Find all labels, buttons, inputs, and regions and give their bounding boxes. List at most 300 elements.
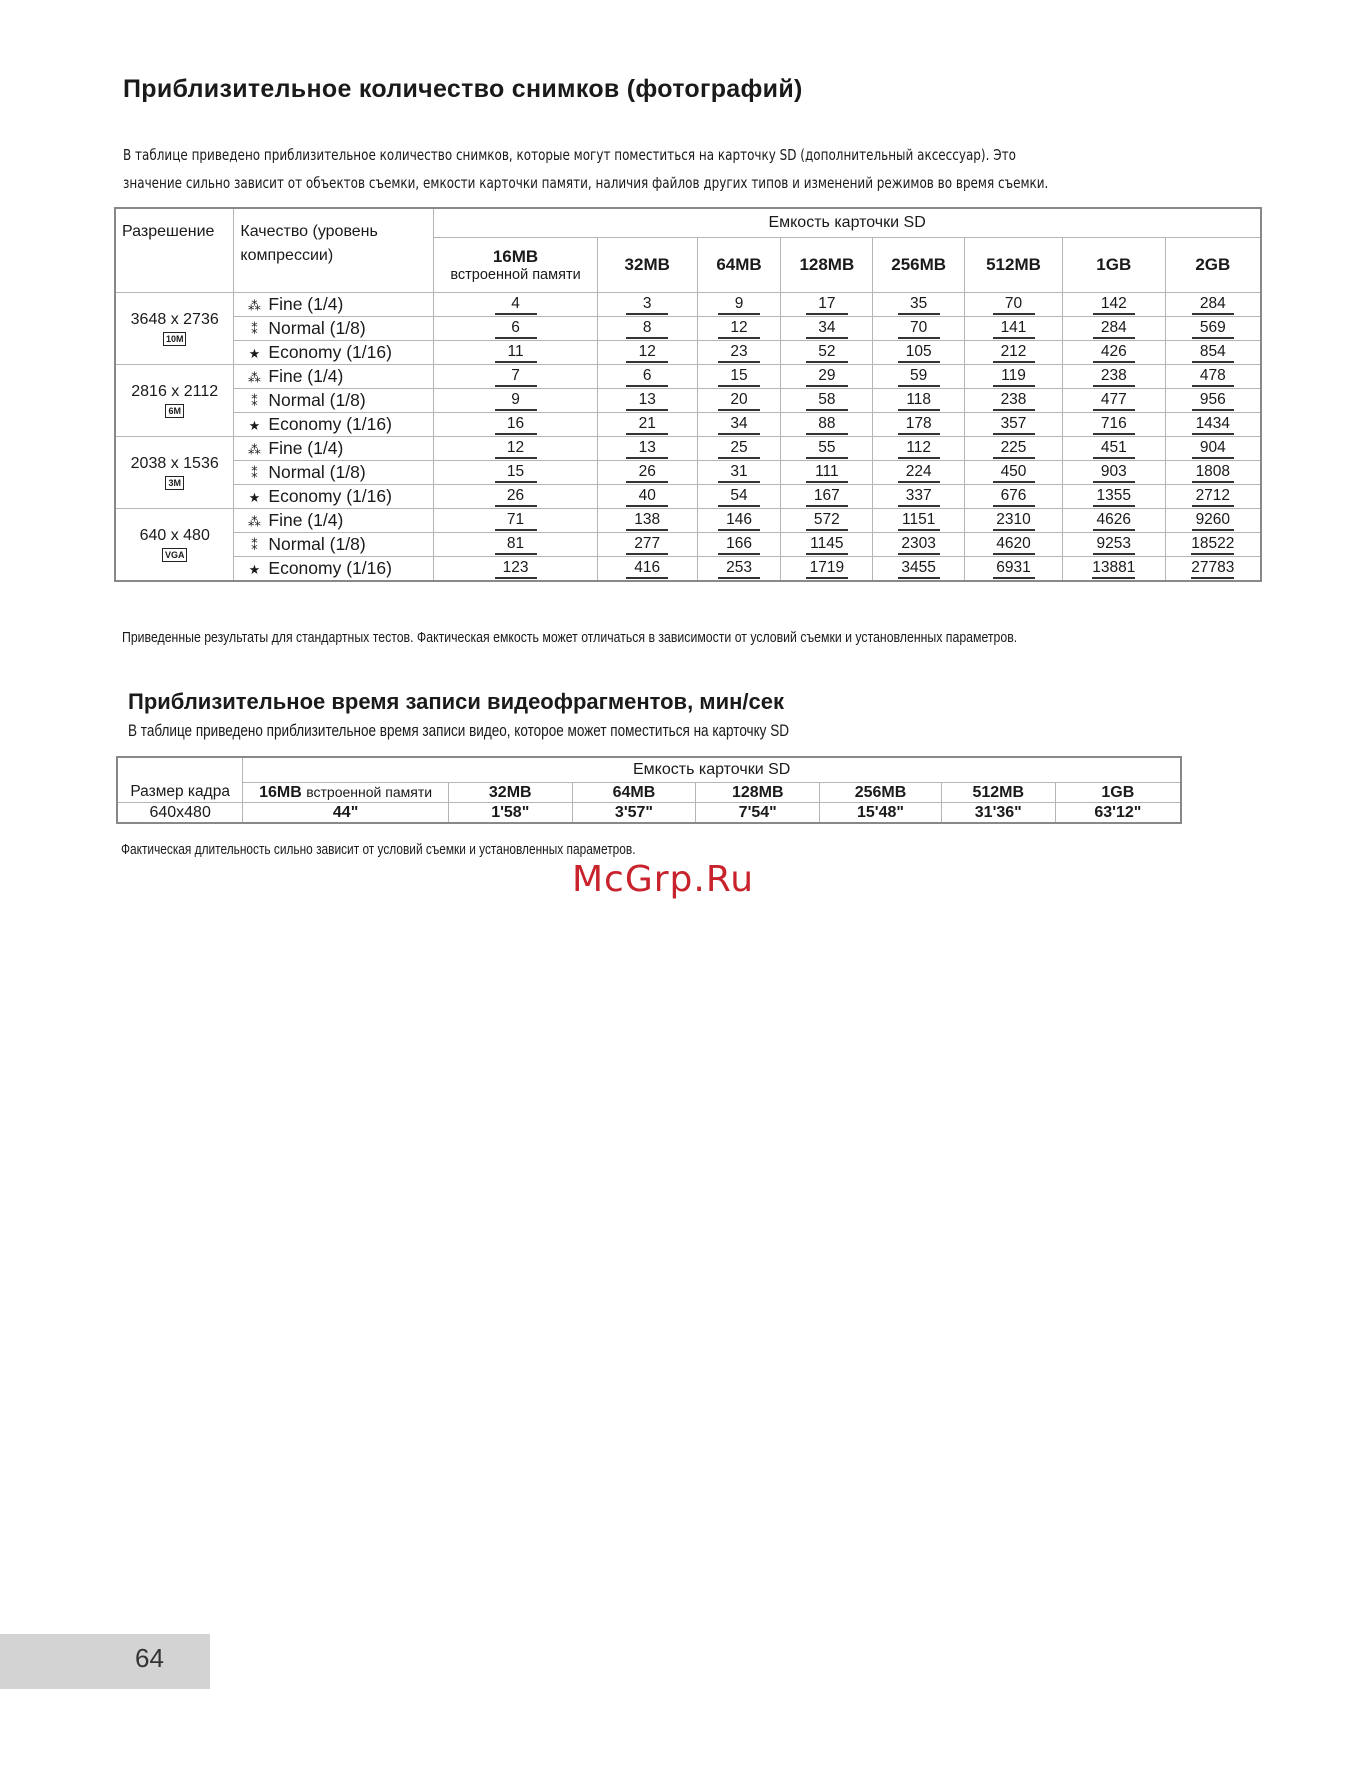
count-value: 12	[718, 319, 760, 339]
count-cell	[873, 437, 965, 461]
count-value: 55	[806, 439, 848, 459]
count-value: 8	[626, 319, 668, 339]
count-value: 225	[993, 439, 1035, 459]
count-cell	[697, 461, 781, 485]
quality-cell	[234, 413, 434, 437]
count-value: 569	[1192, 319, 1234, 339]
count-value: 451	[1093, 439, 1135, 459]
count-cell	[434, 341, 598, 365]
count-cell	[781, 365, 873, 389]
count-value: 238	[993, 391, 1035, 411]
count-value: 277	[626, 535, 668, 555]
count-value: 956	[1192, 391, 1234, 411]
count-value: 23	[718, 343, 760, 363]
count-cell	[873, 533, 965, 557]
count-value: 141	[993, 319, 1035, 339]
count-cell	[434, 533, 598, 557]
table-row	[115, 461, 1261, 485]
two-stars-icon: ⁑	[251, 466, 258, 481]
quality-header-line-2: компрессии)	[240, 247, 334, 264]
count-cell	[1165, 461, 1261, 485]
count-value: 178	[898, 415, 940, 435]
quality-label: Normal (1/8)	[268, 462, 366, 482]
quality-cell	[234, 341, 434, 365]
count-value: 105	[898, 343, 940, 363]
count-value: 7	[495, 367, 537, 387]
cap-header: 32MB	[597, 238, 697, 293]
count-cell	[697, 341, 781, 365]
count-value: 13	[626, 439, 668, 459]
quality-cell	[234, 509, 434, 533]
quality-cell	[234, 461, 434, 485]
quality-label: Normal (1/8)	[268, 390, 366, 410]
count-value: 9253	[1093, 535, 1135, 555]
count-cell	[597, 365, 697, 389]
count-cell	[781, 509, 873, 533]
cap-header: 64MB	[697, 238, 781, 293]
count-cell	[597, 533, 697, 557]
quality-cell	[234, 389, 434, 413]
count-value: 58	[806, 391, 848, 411]
count-value: 1719	[806, 559, 848, 579]
count-value: 15	[718, 367, 760, 387]
count-cell	[1165, 557, 1261, 582]
count-value: 59	[898, 367, 940, 387]
col-resolution-header: Разрешение	[115, 208, 234, 293]
count-value: 13881	[1092, 559, 1135, 579]
count-cell	[1165, 533, 1261, 557]
count-cell	[1165, 389, 1261, 413]
count-cell	[597, 509, 697, 533]
count-cell	[965, 341, 1063, 365]
count-cell	[965, 413, 1063, 437]
count-cell	[781, 293, 873, 317]
cap-16mb-sub: встроенной памяти	[450, 267, 581, 283]
video-time-cell: 63'12"	[1055, 803, 1181, 824]
count-cell	[1062, 461, 1165, 485]
count-cell	[1062, 293, 1165, 317]
count-cell	[697, 413, 781, 437]
count-cell	[697, 389, 781, 413]
count-cell	[965, 557, 1063, 582]
count-value: 70	[898, 319, 940, 339]
count-cell	[1165, 413, 1261, 437]
table-row	[115, 389, 1261, 413]
page-number: 64	[135, 1643, 164, 1673]
video-time-table	[116, 756, 1182, 824]
count-value: 54	[718, 487, 760, 507]
count-cell	[434, 437, 598, 461]
count-value: 118	[898, 391, 940, 411]
count-cell	[781, 317, 873, 341]
quality-label: Economy (1/16)	[268, 342, 392, 362]
quality-label: Economy (1/16)	[268, 558, 392, 578]
count-value: 12	[495, 439, 537, 459]
count-cell	[697, 557, 781, 582]
count-value: 34	[806, 319, 848, 339]
video-cap-16mb-label: 16MB	[259, 783, 302, 801]
count-cell	[781, 437, 873, 461]
sd-capacity-header: Емкость карточки SD	[434, 208, 1261, 238]
table-row	[115, 365, 1261, 389]
video-time-cell: 44"	[243, 803, 449, 824]
quality-label: Fine (1/4)	[268, 438, 344, 458]
one-star-icon: ★	[248, 418, 261, 433]
count-cell	[873, 485, 965, 509]
count-value: 4620	[993, 535, 1035, 555]
photo-section-intro	[123, 141, 1202, 197]
count-cell	[597, 293, 697, 317]
count-cell	[965, 389, 1063, 413]
resolution-cell	[115, 509, 234, 582]
resolution-badge-icon: 6M	[165, 404, 184, 418]
count-value: 572	[806, 511, 848, 531]
video-col-frame-header: Размер кадра	[117, 783, 243, 803]
count-value: 138	[626, 511, 668, 531]
count-value: 71	[495, 511, 537, 531]
count-value: 2303	[898, 535, 940, 555]
count-cell	[965, 485, 1063, 509]
count-cell	[1165, 509, 1261, 533]
resolution-value: 2038 x 1536	[130, 454, 219, 472]
count-value: 3	[626, 295, 668, 315]
cap-16mb-label: 16MB	[492, 247, 539, 266]
video-cap-header: 256MB	[820, 783, 942, 803]
count-value: 27783	[1191, 559, 1234, 579]
count-cell	[965, 533, 1063, 557]
count-cell	[873, 557, 965, 582]
count-value: 123	[495, 559, 537, 579]
count-cell	[597, 389, 697, 413]
cap-header: 128MB	[781, 238, 873, 293]
table-row	[115, 293, 1261, 317]
two-stars-icon: ⁑	[251, 322, 258, 337]
video-time-cell: 15'48"	[820, 803, 942, 824]
video-cap-header: 1GB	[1055, 783, 1181, 803]
count-cell	[434, 557, 598, 582]
video-cap-16mb-header	[243, 783, 449, 803]
count-cell	[697, 485, 781, 509]
count-value: 1145	[806, 535, 848, 555]
table-row	[115, 533, 1261, 557]
count-value: 70	[993, 295, 1035, 315]
count-cell	[1062, 317, 1165, 341]
count-value: 119	[993, 367, 1035, 387]
table-row	[115, 317, 1261, 341]
count-cell	[873, 509, 965, 533]
resolution-value: 3648 x 2736	[130, 310, 219, 328]
table-row	[115, 509, 1261, 533]
count-cell	[597, 437, 697, 461]
count-value: 426	[1093, 343, 1135, 363]
count-cell	[1165, 293, 1261, 317]
count-value: 11	[495, 343, 537, 363]
count-cell	[781, 341, 873, 365]
count-value: 13	[626, 391, 668, 411]
count-cell	[1165, 317, 1261, 341]
count-cell	[1165, 341, 1261, 365]
count-cell	[873, 341, 965, 365]
count-value: 6	[626, 367, 668, 387]
video-sd-header: Емкость карточки SD	[243, 757, 1181, 783]
count-value: 16	[495, 415, 537, 435]
quality-cell	[234, 557, 434, 582]
count-value: 142	[1093, 295, 1135, 315]
video-footnote: Фактическая длительность сильно зависит от условий съемки и установленных параметров.	[121, 842, 636, 858]
count-value: 903	[1093, 463, 1135, 483]
quality-cell	[234, 317, 434, 341]
video-cap-header: 64MB	[572, 783, 696, 803]
count-value: 3455	[898, 559, 940, 579]
two-stars-icon: ⁑	[251, 394, 258, 409]
quality-label: Normal (1/8)	[268, 318, 366, 338]
count-value: 854	[1192, 343, 1234, 363]
count-cell	[1062, 413, 1165, 437]
count-value: 9	[495, 391, 537, 411]
count-cell	[873, 413, 965, 437]
count-value: 450	[993, 463, 1035, 483]
count-value: 31	[718, 463, 760, 483]
table-row	[115, 341, 1261, 365]
count-value: 337	[898, 487, 940, 507]
count-value: 416	[626, 559, 668, 579]
video-time-cell: 31'36"	[941, 803, 1055, 824]
count-value: 904	[1192, 439, 1234, 459]
photo-count-table	[114, 207, 1262, 582]
count-value: 357	[993, 415, 1035, 435]
count-value: 17	[806, 295, 848, 315]
count-cell	[697, 365, 781, 389]
count-cell	[1165, 365, 1261, 389]
count-value: 52	[806, 343, 848, 363]
count-value: 29	[806, 367, 848, 387]
video-section-subtitle: В таблице приведено приблизительное время записи видео, которое может поместиться на карточку SD	[128, 722, 790, 740]
count-cell	[965, 293, 1063, 317]
resolution-cell	[115, 293, 234, 365]
count-value: 238	[1093, 367, 1135, 387]
count-value: 478	[1192, 367, 1234, 387]
count-cell	[434, 413, 598, 437]
count-value: 167	[806, 487, 848, 507]
count-cell	[965, 317, 1063, 341]
resolution-value: 640 x 480	[139, 526, 210, 544]
count-value: 676	[993, 487, 1035, 507]
count-value: 253	[718, 559, 760, 579]
count-cell	[781, 485, 873, 509]
video-time-cell: 1'58"	[448, 803, 572, 824]
table-row	[115, 437, 1261, 461]
count-cell	[1062, 437, 1165, 461]
count-cell	[434, 365, 598, 389]
count-cell	[873, 293, 965, 317]
count-value: 212	[993, 343, 1035, 363]
count-cell	[1062, 557, 1165, 582]
video-time-cell: 3'57"	[572, 803, 696, 824]
video-section-title: Приблизительное время записи видеофрагментов, мин/сек	[128, 689, 784, 714]
count-cell	[597, 461, 697, 485]
count-cell	[597, 413, 697, 437]
watermark: McGrp.Ru	[572, 859, 755, 900]
count-value: 15	[495, 463, 537, 483]
three-stars-icon: ⁂	[247, 514, 261, 529]
count-value: 1434	[1192, 415, 1234, 435]
count-value: 21	[626, 415, 668, 435]
resolution-badge-icon: 10M	[163, 332, 187, 346]
three-stars-icon: ⁂	[247, 370, 261, 385]
count-cell	[873, 365, 965, 389]
count-value: 166	[718, 535, 760, 555]
resolution-badge-icon: 3M	[165, 476, 184, 490]
quality-header-line-1: Качество (уровень	[240, 223, 378, 240]
count-cell	[434, 389, 598, 413]
count-cell	[1062, 365, 1165, 389]
count-value: 1808	[1192, 463, 1234, 483]
count-value: 34	[718, 415, 760, 435]
count-cell	[434, 461, 598, 485]
photo-footnote: Приведенные результаты для стандартных тестов. Фактическая емкость может отличаться в зависимости от условий съемки и установленных параметров.	[122, 629, 1018, 646]
table-row	[115, 557, 1261, 582]
video-corner-cell	[117, 757, 243, 783]
count-cell	[873, 317, 965, 341]
video-cap-header: 512MB	[941, 783, 1055, 803]
one-star-icon: ★	[248, 490, 261, 505]
count-cell	[1062, 389, 1165, 413]
video-cap-header: 32MB	[448, 783, 572, 803]
quality-label: Fine (1/4)	[268, 366, 344, 386]
count-cell	[434, 293, 598, 317]
col-quality-header	[234, 208, 434, 293]
cap-16mb-header	[434, 238, 598, 293]
count-cell	[1062, 341, 1165, 365]
count-value: 6	[495, 319, 537, 339]
quality-cell	[234, 533, 434, 557]
count-value: 2712	[1192, 487, 1234, 507]
photo-section-title: Приблизительное количество снимков (фотографий)	[123, 75, 803, 103]
quality-label: Normal (1/8)	[268, 534, 366, 554]
count-value: 9260	[1192, 511, 1234, 531]
count-value: 4626	[1093, 511, 1135, 531]
count-value: 284	[1093, 319, 1135, 339]
count-cell	[965, 461, 1063, 485]
count-cell	[697, 293, 781, 317]
count-cell	[1062, 509, 1165, 533]
count-value: 88	[806, 415, 848, 435]
three-stars-icon: ⁂	[247, 442, 261, 457]
count-value: 224	[898, 463, 940, 483]
count-cell	[434, 509, 598, 533]
count-cell	[1062, 485, 1165, 509]
one-star-icon: ★	[248, 562, 261, 577]
three-stars-icon: ⁂	[247, 298, 261, 313]
resolution-cell	[115, 365, 234, 437]
cap-header: 1GB	[1062, 238, 1165, 293]
count-cell	[781, 389, 873, 413]
count-value: 12	[626, 343, 668, 363]
count-value: 112	[898, 439, 940, 459]
count-cell	[781, 413, 873, 437]
count-cell	[697, 533, 781, 557]
count-cell	[965, 365, 1063, 389]
count-cell	[434, 485, 598, 509]
count-value: 2310	[993, 511, 1035, 531]
quality-label: Economy (1/16)	[268, 414, 392, 434]
quality-label: Fine (1/4)	[268, 510, 344, 530]
count-value: 40	[626, 487, 668, 507]
quality-cell	[234, 365, 434, 389]
count-cell	[965, 437, 1063, 461]
resolution-cell	[115, 437, 234, 509]
video-frame-cell: 640x480	[117, 803, 243, 824]
count-value: 26	[495, 487, 537, 507]
quality-cell	[234, 437, 434, 461]
count-value: 26	[626, 463, 668, 483]
intro-line-1: В таблице приведено приблизительное количество снимков, которые могут поместиться на карточку SD (дополнительный аксессуар). Это	[123, 146, 1016, 164]
count-cell	[965, 509, 1063, 533]
count-cell	[597, 485, 697, 509]
count-value: 6931	[993, 559, 1035, 579]
count-cell	[873, 461, 965, 485]
page-number-box	[0, 1634, 210, 1689]
video-time-cell: 7'54"	[696, 803, 820, 824]
count-value: 716	[1093, 415, 1135, 435]
count-cell	[597, 341, 697, 365]
table-row	[115, 485, 1261, 509]
count-value: 477	[1093, 391, 1135, 411]
table-row	[115, 413, 1261, 437]
count-value: 146	[718, 511, 760, 531]
count-cell	[1165, 485, 1261, 509]
intro-line-2: значение сильно зависит от объектов съемки, емкости карточки памяти, наличия файлов других типов и изменений режимов во время съемки.	[123, 174, 1049, 192]
count-value: 35	[898, 295, 940, 315]
count-cell	[697, 317, 781, 341]
count-cell	[873, 389, 965, 413]
two-stars-icon: ⁑	[251, 538, 258, 553]
video-cap-16mb-sub: встроенной памяти	[306, 783, 433, 800]
count-value: 25	[718, 439, 760, 459]
count-value: 111	[806, 463, 848, 483]
count-value: 18522	[1191, 535, 1234, 555]
cap-header: 512MB	[965, 238, 1063, 293]
count-cell	[697, 437, 781, 461]
video-cap-header: 128MB	[696, 783, 820, 803]
quality-label: Fine (1/4)	[268, 294, 344, 314]
count-value: 4	[495, 295, 537, 315]
count-cell	[697, 509, 781, 533]
count-cell	[781, 461, 873, 485]
resolution-badge-icon: VGA	[162, 548, 188, 562]
count-cell	[597, 317, 697, 341]
cap-header: 256MB	[873, 238, 965, 293]
quality-cell	[234, 293, 434, 317]
count-cell	[1062, 533, 1165, 557]
count-cell	[781, 533, 873, 557]
resolution-value: 2816 x 2112	[131, 382, 219, 400]
cap-header: 2GB	[1165, 238, 1261, 293]
count-cell	[781, 557, 873, 582]
count-value: 81	[495, 535, 537, 555]
count-value: 284	[1192, 295, 1234, 315]
count-cell	[434, 317, 598, 341]
count-value: 1151	[898, 511, 940, 531]
quality-cell	[234, 485, 434, 509]
count-value: 1355	[1093, 487, 1135, 507]
one-star-icon: ★	[248, 346, 261, 361]
count-value: 9	[718, 295, 760, 315]
count-cell	[1165, 437, 1261, 461]
count-value: 20	[718, 391, 760, 411]
count-cell	[597, 557, 697, 582]
quality-label: Economy (1/16)	[268, 486, 392, 506]
